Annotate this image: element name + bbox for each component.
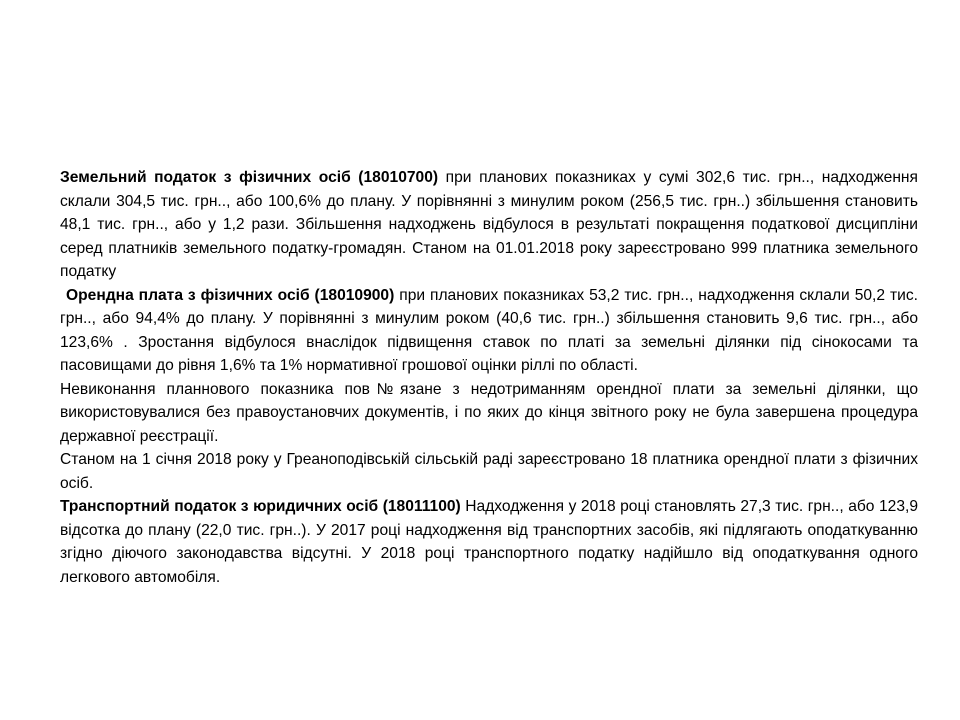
non-fulfillment-body: Невиконання планнового показника пов№язане з недотриманням орендної плати за земельні ділянки, що використовувалися без правоустановчих документів, і по яких до кінця звітного року не була завершена процедура державної реєстрації. bbox=[60, 380, 918, 445]
rent-body: при планових показниках 53,2 тис. грн.., надходження склали 50,2 тис. грн.., або 94,4% до плану. У порівнянні з минулим роком (40,6 тис. грн..) збільшення становить 9,6 тис. грн.., або 123,6% . Зростання відбулося внаслідок підвищення ставок по платі за земельні ділянки під сінокосами та пасовищами до рівня 1,6% та 1% нормативної грошової оцінки ріллі по області. bbox=[60, 286, 918, 374]
transport-tax-heading: Транспортний податок з юридичних осіб (18011100) bbox=[60, 498, 461, 515]
land-tax-body: при планових показниках у сумі 302,6 тис. грн.., надходження склали 304,5 тис. грн.., або 100,6% до плану. У порівнянні з минулим роком (256,5 тис. грн..) збільшення становить 48,1 тис. грн.., або у 1,2 рази. Збільшення надходжень відбулося в результаті покращення податкової дисципліни серед платників земельного податку-громадян. Станом на 01.01.2018 року зареєстровано 999 платника земельного податку bbox=[60, 169, 918, 280]
rent-heading: Орендна плата з фізичних осіб (18010900) bbox=[66, 286, 395, 304]
paragraph-rent bbox=[60, 284, 918, 378]
transport-tax-body: Надходження у 2018 році становлять 27,3 тис. грн.., або 123,9 відсотка до плану (22,0 тис. грн..). У 2017 році надходження від транспортних засобів, які підлягають оподаткуванню згідно діючого законодавства відсутні. У 2018 році транспортного податку надійшло від оподаткування одного легкового автомобіля. bbox=[60, 498, 919, 586]
land-tax-heading: Земельний податок з фізичних осіб (18010700) bbox=[60, 169, 439, 186]
paragraph-registered bbox=[60, 448, 918, 495]
paragraph-land-tax bbox=[60, 166, 918, 284]
paragraph-transport-tax bbox=[60, 495, 918, 589]
report-text-block bbox=[60, 166, 918, 589]
registered-body: Станом на 1 січня 2018 року у Греаноподівській сільській раді зареєстровано 18 платника орендної плати з фізичних осіб. bbox=[60, 451, 918, 492]
paragraph-non-fulfillment bbox=[60, 378, 918, 449]
